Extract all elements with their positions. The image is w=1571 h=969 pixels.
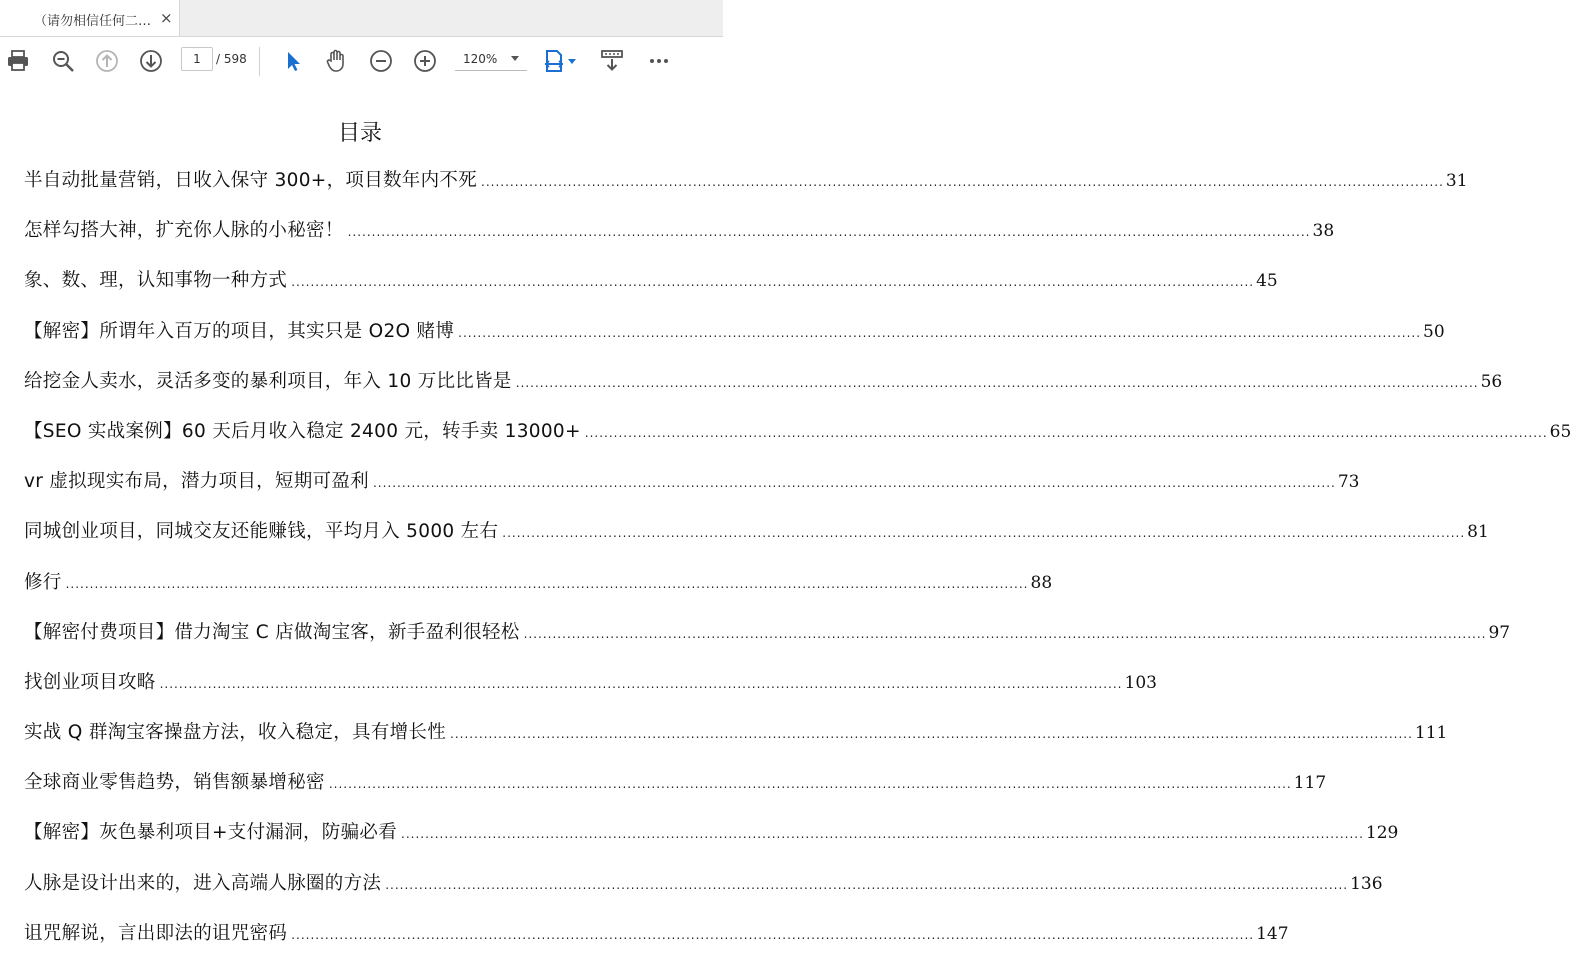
toc-entry[interactable]: [24, 718, 1448, 768]
toc-entry-page[interactable]: 129: [1365, 823, 1399, 844]
toc-entry[interactable]: [24, 818, 1399, 868]
toc-entry-title[interactable]: 实战 Q 群淘宝客操盘方法，收入稳定，具有增长性: [24, 722, 447, 744]
toc-entry-title[interactable]: 【SEO 实战案例】60 天后月收入稳定 2400 元，转手卖 13000+: [24, 420, 581, 442]
toc-leader-dots: ........................................................................................................................................................................................................: [450, 727, 1413, 742]
toc-entry-page[interactable]: 147: [1256, 923, 1289, 944]
toc-entry-title[interactable]: vr 虚拟现实布局，潜力项目，短期可盈利: [24, 471, 369, 493]
toc-entry[interactable]: [24, 768, 1327, 818]
toc-entry-title[interactable]: 给挖金人卖水，灵活多变的暴利项目，年入 10 万比比皆是: [24, 370, 512, 392]
toc-entry[interactable]: [24, 517, 1489, 567]
print-icon[interactable]: [4, 47, 32, 75]
toc-entry-page[interactable]: 38: [1312, 221, 1335, 242]
toc-entry-page[interactable]: 97: [1488, 622, 1511, 643]
toc-entry[interactable]: [24, 618, 1511, 668]
toc-entry-page[interactable]: 111: [1414, 723, 1448, 744]
fit-page-icon[interactable]: [541, 47, 581, 75]
zoom-plus-icon[interactable]: [411, 47, 439, 75]
toc-entry[interactable]: [24, 367, 1503, 417]
toc-heading: 目录: [337, 121, 382, 146]
toc-leader-dots: ........................................................................................................................................................................................................: [584, 425, 1548, 440]
toc-entry-page[interactable]: 65: [1549, 421, 1571, 442]
toc-entry-title[interactable]: 半自动批量营销，日收入保守 300+，项目数年内不死: [24, 170, 477, 191]
toc-entry[interactable]: [24, 869, 1383, 919]
toc-entry-title[interactable]: 全球商业零售趋势，销售额暴增秘密: [24, 772, 325, 794]
toc-leader-dots: ........................................................................................................................................................................................................: [159, 676, 1123, 691]
toc-entry-page[interactable]: 81: [1467, 522, 1489, 543]
toc-entry[interactable]: [24, 568, 1053, 618]
toc-entry-page[interactable]: 73: [1337, 472, 1360, 493]
toc-entry-title[interactable]: 找创业项目攻略: [24, 671, 156, 693]
toc-entry-page[interactable]: 31: [1445, 171, 1468, 191]
toc-leader-dots: ........................................................................................................................................................................................................: [291, 927, 1255, 942]
toc-leader-dots: ........................................................................................................................................................................................................: [523, 626, 1487, 641]
toc-leader-dots: ........................................................................................................................................................................................................: [401, 827, 1364, 842]
scroll-mode-icon[interactable]: [598, 47, 626, 75]
page-total: / 598: [216, 52, 247, 66]
toc-leader-dots: ........................................................................................................................................................................................................: [481, 175, 1444, 189]
zoom-out-magnifier-icon[interactable]: [49, 47, 77, 75]
toc-leader-dots: ........................................................................................................................................................................................................: [372, 476, 1336, 491]
toc-entry[interactable]: [24, 317, 1445, 367]
page-up-icon[interactable]: [93, 47, 121, 75]
toc-leader-dots: ........................................................................................................................................................................................................: [291, 275, 1255, 290]
toc-entry[interactable]: [24, 166, 1468, 216]
toc-entry-title[interactable]: 诅咒解说，言出即法的诅咒密码: [24, 922, 288, 944]
zoom-value: 120%: [463, 52, 498, 66]
toc-entry-page[interactable]: 88: [1030, 572, 1053, 593]
toc-entry-page[interactable]: 103: [1124, 672, 1157, 693]
toc-entry[interactable]: [24, 417, 1571, 467]
toc-leader-dots: ........................................................................................................................................................................................................: [347, 225, 1311, 240]
toc-entry[interactable]: [24, 266, 1278, 316]
toc-entry-title[interactable]: 【解密】灰色暴利项目+支付漏洞，防骗必看: [24, 822, 398, 844]
toc-entry-page[interactable]: 56: [1480, 371, 1503, 392]
toolbar: [0, 37, 723, 85]
document-page: [0, 84, 1571, 964]
toc-entry[interactable]: [24, 467, 1360, 517]
hand-tool-icon[interactable]: [323, 47, 351, 75]
chevron-down-icon: [511, 56, 519, 61]
toc-entry[interactable]: [24, 216, 1335, 266]
toc-leader-dots: ........................................................................................................................................................................................................: [458, 325, 1422, 340]
toc-entry-title[interactable]: 人脉是设计出来的，进入高端人脉圈的方法: [24, 872, 382, 894]
toc-entry-title[interactable]: 修行: [24, 571, 62, 593]
close-icon[interactable]: ×: [160, 9, 173, 27]
more-icon[interactable]: [645, 47, 673, 75]
zoom-select[interactable]: [455, 47, 527, 71]
toolbar-separator: [259, 47, 260, 76]
toc-entry-page[interactable]: 50: [1423, 321, 1445, 342]
toc-leader-dots: ........................................................................................................................................................................................................: [502, 526, 1466, 541]
toc-entry-title[interactable]: 象、数、理，认知事物一种方式: [24, 270, 288, 292]
toc-leader-dots: ........................................................................................................................................................................................................: [515, 375, 1479, 390]
toc-entry-title[interactable]: 怎样勾搭大神，扩充你人脉的小秘密！: [24, 220, 344, 242]
toc-entry[interactable]: [24, 919, 1289, 969]
toc-leader-dots: ........................................................................................................................................................................................................: [328, 777, 1292, 792]
toc-entry[interactable]: [24, 668, 1157, 718]
toc-entry-title[interactable]: 【解密】所谓年入百万的项目，其实只是 O2O 赌博: [24, 320, 455, 342]
toc-leader-dots: ........................................................................................................................................................................................................: [385, 877, 1349, 892]
select-cursor-icon[interactable]: [279, 47, 307, 75]
page-down-icon[interactable]: [137, 47, 165, 75]
zoom-minus-icon[interactable]: [367, 47, 395, 75]
tab-bar: [0, 0, 723, 37]
toc-entry-page[interactable]: 117: [1293, 773, 1327, 794]
table-of-contents: [24, 166, 1571, 969]
tab-title[interactable]: （请勿相信任何二…: [34, 14, 152, 29]
toc-entry-page[interactable]: 136: [1350, 873, 1383, 894]
document-tab[interactable]: [0, 0, 180, 36]
page-number-input[interactable]: [181, 47, 213, 71]
toc-entry-page[interactable]: 45: [1256, 271, 1278, 292]
toc-entry-title[interactable]: 【解密付费项目】借力淘宝 C 店做淘宝客，新手盈利很轻松: [24, 621, 520, 643]
toc-leader-dots: ........................................................................................................................................................................................................: [65, 576, 1029, 591]
toc-entry-title[interactable]: 同城创业项目，同城交友还能赚钱，平均月入 5000 左右: [24, 521, 499, 543]
